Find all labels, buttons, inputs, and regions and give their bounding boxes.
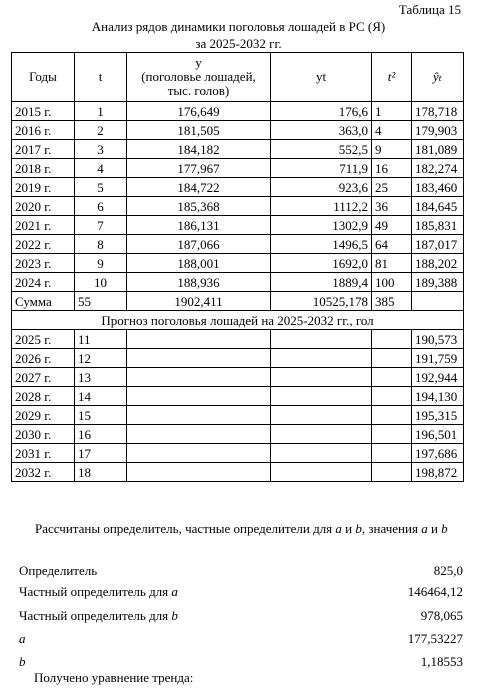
cell-year: 2025 г.: [12, 330, 75, 349]
cell-y: [127, 406, 271, 425]
header-y-hat: ŷₜ: [412, 53, 464, 102]
cell-year: 2017 г.: [12, 140, 75, 159]
cell-yt: 1112,2: [271, 197, 372, 216]
table-row: [12, 140, 464, 159]
cell-t: 14: [75, 387, 127, 406]
cell-yt: 923,6: [271, 178, 372, 197]
a-label: a: [19, 631, 26, 646]
cell-y: 181,505: [127, 121, 271, 140]
header-y-line-3: тыс. голов): [167, 83, 230, 98]
cell-t: 13: [75, 368, 127, 387]
intro-text-4: и: [427, 521, 442, 536]
cell-y: 185,368: [127, 197, 271, 216]
intro-var-a: a: [335, 521, 342, 536]
forecast-row: [12, 406, 464, 425]
cell-y-hat: 179,903: [412, 121, 464, 140]
cell-t-squared: 25: [372, 178, 412, 197]
header-yt: yt: [271, 53, 372, 102]
cell-yt: 1302,9: [271, 216, 372, 235]
cell-y: 188,936: [127, 273, 271, 292]
cell-year: 2019 г.: [12, 178, 75, 197]
cell-year: 2024 г.: [12, 273, 75, 292]
table-title: [0, 18, 477, 52]
cell-year: 2022 г.: [12, 235, 75, 254]
cell-y-hat: 194,130: [412, 387, 464, 406]
cell-y: 184,182: [127, 140, 271, 159]
cell-y-hat: 187,017: [412, 235, 464, 254]
intro-paragraph: [11, 520, 463, 538]
cell-t-squared: [372, 406, 412, 425]
partial-a-label: [19, 584, 178, 600]
table-header-row: [12, 53, 464, 102]
cell-yt: [271, 425, 372, 444]
cell-year: 2021 г.: [12, 216, 75, 235]
cell-y: 188,001: [127, 254, 271, 273]
cell-y: [127, 463, 271, 482]
header-y-line-1: y: [195, 55, 202, 70]
table-row: [12, 254, 464, 273]
cell-t-squared: [372, 368, 412, 387]
cell-yt: 363,0: [271, 121, 372, 140]
cell-yt: 176,6: [271, 102, 372, 121]
cell-yt: [271, 463, 372, 482]
partial-a-value: 146464,12: [407, 584, 463, 599]
cell-total-label: Сумма: [12, 292, 75, 311]
header-year: Годы: [12, 53, 75, 102]
cell-y-hat: 198,872: [412, 463, 464, 482]
intro-var-b-2: b: [441, 521, 448, 536]
forecast-row: [12, 425, 464, 444]
dynamics-table: [11, 52, 464, 482]
header-t-squared: t²: [372, 53, 412, 102]
cell-t: 11: [75, 330, 127, 349]
b-value: 1,18553: [420, 654, 463, 669]
cell-year: 2016 г.: [12, 121, 75, 140]
cell-y: [127, 444, 271, 463]
partial-a-label-text: Частный определитель для: [19, 584, 172, 599]
cell-t: 17: [75, 444, 127, 463]
cell-t-squared: [372, 425, 412, 444]
table-row: [12, 102, 464, 121]
cell-t: 9: [75, 254, 127, 273]
cell-y-hat: 191,759: [412, 349, 464, 368]
cell-year: 2026 г.: [12, 349, 75, 368]
cell-y-hat: 190,573: [412, 330, 464, 349]
cell-yt: [271, 406, 372, 425]
cell-t: 18: [75, 463, 127, 482]
cell-total-y-hat: [412, 292, 464, 311]
a-value: 177,53227: [407, 631, 463, 646]
cell-yt: 711,9: [271, 159, 372, 178]
cell-t: 8: [75, 235, 127, 254]
cell-t-squared: 1: [372, 102, 412, 121]
cell-t-squared: [372, 444, 412, 463]
cell-t-squared: 16: [372, 159, 412, 178]
forecast-row: [12, 330, 464, 349]
table-row: [12, 178, 464, 197]
cell-y: 184,722: [127, 178, 271, 197]
cell-yt: [271, 387, 372, 406]
cell-y-hat: 192,944: [412, 368, 464, 387]
cell-t-squared: 81: [372, 254, 412, 273]
cell-year: 2018 г.: [12, 159, 75, 178]
cell-t: 7: [75, 216, 127, 235]
table-title-line-1: Анализ рядов динамики поголовья лошадей в РС (Я): [91, 19, 386, 34]
table-title-line-2: за 2025-2032 гг.: [195, 36, 282, 51]
cell-yt: [271, 368, 372, 387]
forecast-row: [12, 349, 464, 368]
cell-yt: [271, 330, 372, 349]
cell-y: 177,967: [127, 159, 271, 178]
cell-t: 2: [75, 121, 127, 140]
cell-t: 6: [75, 197, 127, 216]
partial-b-label: [19, 608, 178, 624]
table-row: [12, 273, 464, 292]
cell-y-hat: 184,645: [412, 197, 464, 216]
cell-y-hat: 182,274: [412, 159, 464, 178]
cell-t: 12: [75, 349, 127, 368]
cell-y-hat: 183,460: [412, 178, 464, 197]
a-row: [19, 631, 463, 649]
intro-text-2: и: [341, 521, 356, 536]
cell-t-squared: 64: [372, 235, 412, 254]
cell-year: 2028 г.: [12, 387, 75, 406]
partial-b-label-text: Частный определитель для: [19, 608, 172, 623]
determinant-value: 825,0: [433, 563, 463, 578]
cell-y-hat: 185,831: [412, 216, 464, 235]
cell-t: 15: [75, 406, 127, 425]
header-y: [127, 53, 271, 102]
cell-t-squared: 4: [372, 121, 412, 140]
forecast-row: [12, 368, 464, 387]
partial-a-var: a: [171, 584, 178, 599]
determinant-row: [19, 563, 463, 581]
cell-t: 16: [75, 425, 127, 444]
table-caption-label: Таблица 15: [398, 2, 461, 17]
cell-yt: 552,5: [271, 140, 372, 159]
cell-year: 2029 г.: [12, 406, 75, 425]
cell-y-hat: 196,501: [412, 425, 464, 444]
cell-t-squared: 100: [372, 273, 412, 292]
b-label: b: [19, 654, 26, 669]
cell-year: 2023 г.: [12, 254, 75, 273]
cell-y-hat: 181,089: [412, 140, 464, 159]
cell-yt: 1692,0: [271, 254, 372, 273]
cell-y: [127, 349, 271, 368]
cell-t: 5: [75, 178, 127, 197]
forecast-row: [12, 387, 464, 406]
cell-t: 3: [75, 140, 127, 159]
cell-year: 2015 г.: [12, 102, 75, 121]
cell-t-squared: [372, 330, 412, 349]
intro-var-b: b: [355, 521, 362, 536]
table-row: [12, 121, 464, 140]
determinant-label: Определитель: [19, 563, 98, 578]
cell-t: 10: [75, 273, 127, 292]
table-row: [12, 197, 464, 216]
cell-year: 2027 г.: [12, 368, 75, 387]
cell-y: [127, 330, 271, 349]
cell-year: 2032 г.: [12, 463, 75, 482]
cell-t-squared: [372, 349, 412, 368]
cell-y-hat: 195,315: [412, 406, 464, 425]
intro-text-1: Рассчитаны определитель, частные определители для: [35, 521, 336, 536]
cell-y-hat: 188,202: [412, 254, 464, 273]
cell-total-t: 55: [75, 292, 127, 311]
cell-year: 2020 г.: [12, 197, 75, 216]
forecast-title: Прогноз поголовья лошадей на 2025-2032 гг., гол: [12, 311, 464, 330]
cell-year: 2030 г.: [12, 425, 75, 444]
cell-yt: 1889,4: [271, 273, 372, 292]
intro-text-3: , значения: [361, 521, 422, 536]
cell-y: [127, 368, 271, 387]
partial-b-value: 978,065: [420, 608, 463, 623]
cell-y: 176,649: [127, 102, 271, 121]
cell-y: 187,066: [127, 235, 271, 254]
cell-y-hat: 189,388: [412, 273, 464, 292]
table-row: [12, 216, 464, 235]
partial-b-var: b: [171, 608, 178, 623]
cell-y: [127, 425, 271, 444]
cell-yt: 1496,5: [271, 235, 372, 254]
header-y-line-2: (поголовье лошадей,: [141, 69, 256, 84]
forecast-title-row: [12, 311, 464, 330]
cell-yt: [271, 349, 372, 368]
intro-var-a-2: a: [421, 521, 428, 536]
table-total-row: [12, 292, 464, 311]
partial-b-row: [19, 608, 463, 626]
table-row: [12, 235, 464, 254]
cell-y: [127, 387, 271, 406]
cell-total-t-squared: 385: [372, 292, 412, 311]
cell-y: 186,131: [127, 216, 271, 235]
cell-t-squared: 9: [372, 140, 412, 159]
cell-t-squared: [372, 387, 412, 406]
cell-t-squared: 36: [372, 197, 412, 216]
cell-t: 1: [75, 102, 127, 121]
cell-yt: [271, 444, 372, 463]
cell-t: 4: [75, 159, 127, 178]
trend-equation-caption: Получено уравнение тренда:: [34, 670, 194, 685]
forecast-row: [12, 444, 464, 463]
cell-total-yt: 10525,178: [271, 292, 372, 311]
cell-total-y: 1902,411: [127, 292, 271, 311]
partial-a-row: [19, 584, 463, 602]
cell-y-hat: 178,718: [412, 102, 464, 121]
header-t: t: [75, 53, 127, 102]
cell-year: 2031 г.: [12, 444, 75, 463]
cell-t-squared: [372, 463, 412, 482]
table-row: [12, 159, 464, 178]
cell-t-squared: 49: [372, 216, 412, 235]
cell-y-hat: 197,686: [412, 444, 464, 463]
forecast-row: [12, 463, 464, 482]
